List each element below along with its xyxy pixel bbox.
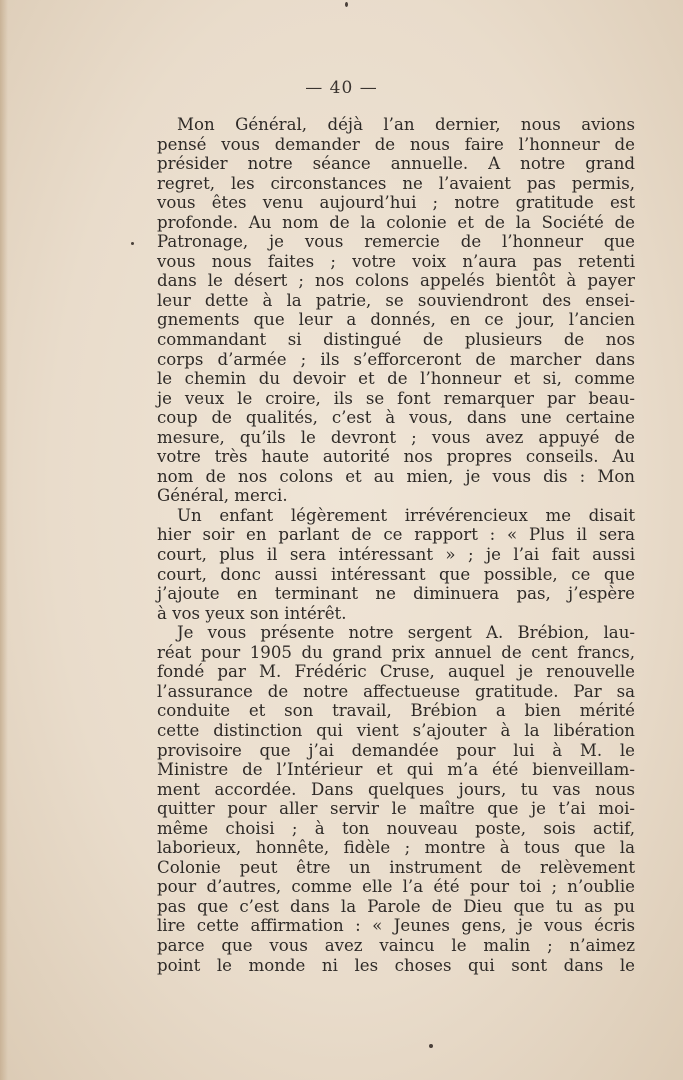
text-line: corps d’armée ; ils s’efforceront de marcher dans [157, 349, 635, 369]
page-number: — 40 — [305, 78, 378, 98]
text-line: Mon Général, déjà l’an dernier, nous avions [177, 115, 635, 134]
text-line: provisoire que j’ai demandée pour lui à M. le [157, 740, 635, 760]
text-line: Ministre de l’Intérieur et qui m’a été bienveillam- [157, 760, 635, 780]
text-line: coup de qualités, c’est à vous, dans une certaine [157, 408, 635, 428]
text-line: l’assurance de notre affectueuse gratitude. Par sa [157, 681, 635, 701]
text-line: mesure, qu’ils le devront ; vous avez appuyé de [157, 427, 635, 447]
text-line: Général, merci. [157, 486, 288, 506]
text-line: j’ajoute en terminant ne diminuera pas, j’espère [157, 584, 635, 604]
ink-speck [345, 2, 348, 7]
text-line: regret, les circonstances ne l’avaient pas permis, [157, 173, 635, 193]
text-line: à vos yeux son intérêt. [157, 603, 347, 623]
text-line: cette distinction qui vient s’ajouter à la libération [157, 720, 635, 740]
text-line: fondé par M. Frédéric Cruse, auquel je renouvelle [157, 662, 635, 682]
text-line: vous êtes venu aujourd’hui ; notre gratitude est [157, 193, 635, 213]
text-line: conduite et son travail, Brébion a bien mérité [157, 701, 635, 721]
text-line: pensé vous demander de nous faire l’honneur de [157, 134, 635, 154]
body-text [157, 115, 635, 975]
text-line: je veux le croire, ils se font remarquer par beau- [157, 388, 635, 408]
text-line: hier soir en parlant de ce rapport : « Plus il sera [157, 525, 635, 545]
text-line: lire cette affirmation : « Jeunes gens, je vous écris [157, 916, 635, 936]
text-line: ment accordée. Dans quelques jours, tu vas nous [157, 779, 635, 799]
text-line: dans le désert ; nos colons appelés bientôt à payer [157, 271, 635, 291]
text-line: votre très haute autorité nos propres conseils. Au [157, 447, 635, 467]
text-line: nom de nos colons et au mien, je vous dis : Mon [157, 466, 635, 486]
text-line: profonde. Au nom de la colonie et de la Société de [157, 212, 635, 232]
text-line: court, donc aussi intéressant que possible, ce que [157, 564, 635, 584]
text-line: Colonie peut être un instrument de relèvement [157, 857, 635, 877]
text-line: vous nous faites ; votre voix n’aura pas retenti [157, 251, 635, 271]
text-line: court, plus il sera intéressant » ; je l’ai fait aussi [157, 545, 635, 565]
text-line: commandant si distingué de plusieurs de nos [157, 330, 635, 350]
text-line: réat pour 1905 du grand prix annuel de cent francs, [157, 642, 635, 662]
text-line: Un enfant légèrement irrévérencieux me disait [177, 505, 635, 525]
text-line: Je vous présente notre sergent A. Brébion, lau- [177, 623, 635, 643]
text-line: pour d’autres, comme elle l’a été pour toi ; n’oublie [157, 877, 635, 897]
text-line: le chemin du devoir et de l’honneur et si, comme [157, 369, 635, 389]
page-edge-shadow [0, 0, 8, 1080]
text-line: point le monde ni les choses qui sont dans le [157, 955, 635, 975]
text-line: présider notre séance annuelle. A notre grand [157, 154, 635, 174]
text-line: même choisi ; à ton nouveau poste, sois actif, [157, 818, 635, 838]
text-line: quitter pour aller servir le maître que je t’ai moi- [157, 799, 635, 819]
text-line: parce que vous avez vaincu le malin ; n’aimez [157, 935, 635, 955]
ink-speck [131, 242, 134, 245]
text-line: gnements que leur a donnés, en ce jour, l’ancien [157, 310, 635, 330]
text-line: laborieux, honnête, fidèle ; montre à tous que la [157, 838, 635, 858]
text-line: pas que c’est dans la Parole de Dieu que tu as pu [157, 896, 635, 916]
text-line: leur dette à la patrie, se souviendront des ensei- [157, 290, 635, 310]
text-line: Patronage, je vous remercie de l’honneur que [157, 232, 635, 252]
ink-speck [429, 1044, 433, 1048]
